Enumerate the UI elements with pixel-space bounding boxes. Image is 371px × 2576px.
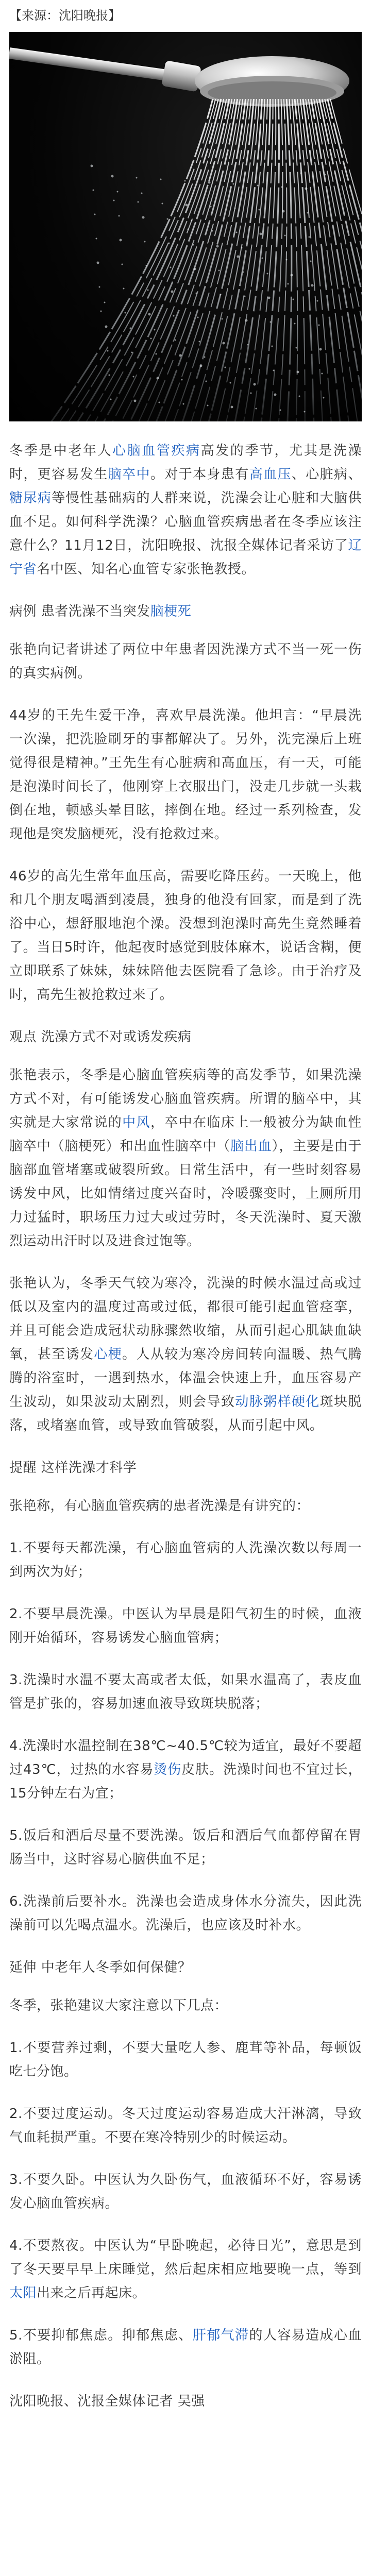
keyword-link[interactable]: 糖尿病 — [9, 490, 52, 506]
water-droplet — [183, 403, 184, 405]
water-stream — [52, 99, 213, 421]
water-droplet — [175, 340, 176, 341]
water-droplet — [267, 273, 268, 275]
water-stream — [303, 99, 340, 421]
water-droplet — [171, 291, 174, 293]
water-stream — [226, 99, 267, 421]
keyword-link[interactable]: 脑梗死 — [150, 604, 192, 619]
water-droplet — [184, 180, 186, 182]
water-droplet — [107, 350, 109, 352]
water-droplet — [325, 174, 326, 176]
water-droplet — [223, 342, 225, 345]
paragraph-text: 斑块脱落，或堵塞血管，或导致血管破裂，从而引起中风。 — [9, 1394, 362, 1433]
water-droplet — [305, 188, 308, 190]
paragraph-text: 观点 洗澡方式不对或诱发疾病 — [9, 1029, 192, 1045]
paragraph-text: 皮肤。洗澡时间也不宜过长，15分钟左右为宜； — [9, 1762, 362, 1801]
water-droplet — [146, 265, 147, 267]
water-droplet — [244, 296, 246, 297]
keyword-link[interactable]: 肝郁气滞 — [192, 2328, 249, 2343]
water-droplet — [194, 268, 196, 270]
water-droplet — [141, 193, 143, 194]
paragraph-text: 张艳向记者讲述了两位中年患者因洗澡方式不当一死一伤的真实病例。 — [9, 642, 362, 681]
water-droplet — [293, 299, 294, 300]
paragraph-text: 3.洗澡时水温不要太高或者太低，如果水温高了，表皮血管是扩张的，容易加速血液导致斑块脱落； — [9, 1672, 362, 1711]
article-paragraph — [9, 1734, 362, 1805]
water-droplet — [196, 293, 197, 294]
water-droplet — [123, 288, 125, 290]
water-droplet — [216, 245, 219, 248]
water-droplet — [181, 379, 183, 381]
water-stream — [165, 99, 248, 421]
water-droplet — [197, 317, 199, 318]
paragraph-text: 的人容易造成心血淤阻。 — [9, 2328, 362, 2367]
water-droplet — [210, 206, 212, 208]
paragraph-text: 延伸 中老年人冬季如何保健？ — [9, 1960, 192, 1975]
water-droplet — [122, 264, 123, 265]
water-droplet — [262, 258, 263, 259]
water-droplet — [260, 233, 262, 235]
keyword-link[interactable]: 脑卒中 — [108, 467, 150, 482]
article-paragraph — [9, 1994, 362, 2018]
water-droplet — [250, 393, 252, 394]
water-droplet — [270, 321, 272, 323]
water-droplet — [167, 218, 168, 220]
water-droplet — [110, 399, 112, 400]
paragraph-text: 5.饭后和酒后尽量不要洗澡。饭后和酒后气血都停留在胃肠当中，这时容易心脑供血不足； — [9, 1828, 362, 1867]
paragraph-text: 6.洗澡前后要补水。洗澡也会造成身体水分流失，因此洗澡前可以先喝点温水。洗澡后，也应该及时补水。 — [9, 1894, 362, 1933]
paragraph-text: 名中医、知名心血管专家张艳教授。 — [37, 562, 256, 577]
section-heading — [9, 1456, 362, 1480]
water-droplet — [309, 236, 310, 238]
water-droplet — [284, 235, 286, 236]
water-droplet — [125, 312, 126, 314]
article-paragraph — [9, 439, 362, 581]
water-stream — [130, 99, 238, 421]
water-droplet — [150, 338, 152, 340]
keyword-link[interactable]: 烫伤 — [154, 1762, 182, 1777]
article-paragraph — [9, 2102, 362, 2149]
water-droplet — [249, 368, 250, 370]
water-droplet — [147, 290, 149, 291]
water-droplet — [191, 220, 193, 222]
keyword-link[interactable]: 辽宁省 — [9, 538, 362, 577]
water-droplet — [318, 325, 320, 326]
article-body — [9, 439, 362, 2432]
water-droplet — [113, 200, 115, 201]
water-droplet — [304, 411, 306, 413]
article-paragraph — [9, 1602, 362, 1650]
water-droplet — [170, 267, 172, 268]
water-droplet — [207, 405, 209, 406]
water-droplet — [109, 375, 110, 376]
article-paragraph — [9, 1668, 362, 1716]
paragraph-text: 2.不要过度运动。冬天过度运动容易造成大汗淋漓，导致气血耗损严重。不要在寒冷特别少的时候运动。 — [9, 2106, 362, 2145]
water-droplet — [234, 208, 236, 209]
shower-head-image — [9, 32, 362, 421]
water-droplet — [256, 408, 257, 410]
paragraph-text: 2.不要早晨洗澡。中医认为早晨是阳气初生的时候，血液刚开始循环，容易诱发心脑血管病； — [9, 1606, 362, 1646]
water-droplet — [199, 341, 200, 343]
water-droplet — [154, 329, 156, 331]
keyword-link[interactable]: 脑出血 — [230, 1139, 272, 1154]
paragraph-text: 出来之后再起床。 — [37, 2285, 146, 2301]
water-droplet — [200, 365, 203, 367]
paragraph-text: ），主要是由于脑部血管堵塞或破裂所致。日常生活中，有一些时刻容易诱发中风，比如情绪过度兴奋时，冷暖骤变时，上厕所用力过猛时，职场压力过大或过劳时，冬天洗澡时、夏天激烈运动出汗时以及进食过饱等。 — [9, 1139, 362, 1249]
water-droplet — [268, 297, 271, 299]
water-droplet — [130, 328, 131, 329]
paragraph-text: 。人从较为寒冷房间转向温暖、热气腾腾的浴室时，一遇到热水，体温会快速上升，血压容易产生波动，如果波动太剧烈，则会导致 — [9, 1347, 362, 1410]
water-droplet — [288, 283, 289, 285]
water-stream — [191, 99, 256, 421]
water-droplet — [156, 353, 157, 355]
water-droplet — [162, 203, 163, 205]
paragraph-text: 沈阳晚报、沈报全媒体记者 吴强 — [9, 2394, 205, 2409]
paragraph-text: 张艳表示，冬季是心脑血管疾病等的高发季节，如果洗澡方式不对，有可能诱发心脑血管疾病。所谓的脑卒中，其实就是大家常说的 — [9, 1067, 362, 1130]
water-droplet — [319, 348, 322, 351]
water-droplet — [237, 256, 240, 258]
water-droplet — [310, 261, 312, 262]
water-droplet — [280, 410, 281, 411]
water-droplet — [272, 346, 273, 347]
article-paragraph — [9, 2234, 362, 2305]
water-droplet — [206, 381, 207, 382]
article-paragraph — [9, 1824, 362, 1871]
article-paragraph — [9, 1063, 362, 1253]
paragraph-text: 冬季是中老年人 — [9, 443, 113, 459]
water-droplet — [104, 302, 106, 303]
water-droplet — [317, 300, 318, 302]
water-droplet — [179, 354, 182, 357]
paragraph-text: 4.洗澡时水温控制在38℃~40.5℃较为适宜，最好不要超过43℃，过热的水容易 — [9, 1738, 362, 1777]
water-droplet — [131, 352, 133, 353]
paragraph-text: 3.不要久卧。中医认为久卧伤气，血液循环不好，容易诱发心脑血管疾病。 — [9, 2172, 362, 2211]
water-droplet — [281, 187, 283, 188]
water-droplet — [297, 371, 299, 374]
water-droplet — [111, 175, 114, 178]
water-droplet — [100, 311, 102, 312]
article-paragraph — [9, 2036, 362, 2083]
keyword-link[interactable]: 中风 — [122, 1115, 150, 1130]
water-droplet — [97, 262, 99, 264]
paragraph-text: 高发的季节，尤其是洗澡时，更容易发生 — [9, 443, 362, 482]
water-droplet — [138, 201, 139, 203]
water-droplet — [294, 323, 296, 325]
water-droplet — [257, 185, 259, 187]
water-droplet — [168, 243, 170, 244]
article-paragraph — [9, 1890, 362, 1937]
water-droplet — [311, 284, 314, 287]
paragraph-text: 等慢性基础病的人群来说，洗澡会让心脏和大脑供血不足。如何科学洗澡？心脑血管疾病患者在冬季应该注意什么？11月12日，沈阳晚报、沈报全媒体记者采访了 — [9, 490, 362, 553]
water-droplet — [185, 204, 188, 207]
paragraph-text: 。对于本身患有 — [150, 467, 249, 482]
water-droplet — [93, 190, 94, 191]
water-droplet — [157, 377, 159, 380]
water-droplet — [282, 210, 285, 213]
water-droplet — [91, 165, 93, 167]
article-paragraph — [9, 2324, 362, 2371]
article-paragraph — [9, 704, 362, 846]
water-stream — [279, 99, 287, 421]
article-paragraph — [9, 2168, 362, 2215]
water-droplet — [222, 318, 223, 320]
water-stream — [209, 99, 262, 421]
water-droplet — [322, 373, 323, 375]
keyword-link[interactable]: 动脉粥样硬化 — [235, 1394, 320, 1410]
water-droplet — [173, 315, 175, 317]
water-droplet — [204, 357, 206, 358]
water-droplet — [208, 181, 211, 184]
water-droplet — [119, 215, 120, 217]
article-paragraph — [9, 2389, 362, 2413]
paragraph-text: 张艳称，有心脑血管疾病的患者洗澡是有讲究的： — [9, 1498, 310, 1514]
water-droplet — [105, 326, 108, 328]
paragraph-text: 冬季，张艳建议大家注意以下几点： — [9, 1998, 228, 2013]
water-droplet — [241, 247, 243, 249]
section-heading — [9, 1956, 362, 1979]
shower-head-illustration — [9, 32, 362, 421]
water-droplet — [291, 274, 293, 277]
article-paragraph — [9, 1536, 362, 1584]
section-heading — [9, 600, 362, 623]
water-droplet — [307, 212, 309, 214]
water-droplet — [96, 238, 97, 240]
water-droplet — [273, 370, 275, 371]
water-droplet — [220, 294, 222, 296]
paragraph-text: 1.不要每天都洗澡，有心脑血管病的人洗澡次数以每周一到两次为好； — [9, 1540, 362, 1580]
water-stream — [200, 99, 259, 421]
water-droplet — [218, 270, 220, 272]
paragraph-text: 4.不要熬夜。中医认为“早卧晚起，必待日光”，意思是到了冬天要早早上床睡觉，然后起床相应地要晚一点，等到 — [9, 2238, 362, 2277]
keyword-link[interactable]: 心脑血管疾病 — [112, 443, 201, 459]
water-droplet — [296, 347, 297, 349]
water-droplet — [236, 232, 238, 233]
keyword-link[interactable]: 高血压 — [249, 467, 292, 482]
paragraph-text: 1.不要营养过剩，不要大量吃人参、鹿茸等补品，每顿饭吃七分饱。 — [9, 2040, 362, 2079]
paragraph-text: 病例 患者洗澡不当突发 — [9, 604, 150, 619]
water-droplet — [144, 241, 146, 243]
water-droplet — [286, 259, 288, 261]
water-droplet — [136, 177, 138, 179]
paragraph-text: ，卒中在临床上一般被分为缺血性脑卒中（脑梗死）和出血性脑卒中（ — [9, 1115, 362, 1154]
water-droplet — [247, 344, 249, 346]
paragraph-text: 46岁的高先生常年血压高，需要吃降压药。一天晚上，他和几个朋友喝酒到凌晨，独身的他没有回家，而是到了洗浴中心，想舒服地泡个澡。没想到泡澡时高先生竟然睡着了。当日5时许，他起夜时感觉到肢体麻木，说话含糊，便立即联系了妹妹，妹妹陪他去医院看了急诊。由于治疗及时，高先生被抢救过来了。 — [9, 869, 362, 1003]
water-droplet — [142, 216, 145, 219]
paragraph-text: 5.不要抑郁焦虑。抑郁焦虑、 — [9, 2328, 193, 2343]
section-heading — [9, 1025, 362, 1049]
water-droplet — [188, 229, 189, 230]
water-droplet — [243, 272, 244, 273]
water-droplet — [133, 376, 134, 378]
article-paragraph — [9, 865, 362, 1007]
water-droplet — [323, 397, 325, 399]
article-paragraph — [9, 638, 362, 685]
water-stream — [289, 99, 297, 421]
water-droplet — [159, 402, 160, 403]
water-droplet — [299, 396, 300, 397]
water-droplet — [300, 173, 302, 174]
water-droplet — [148, 313, 151, 316]
water-droplet — [254, 383, 256, 386]
keyword-link[interactable]: 心梗 — [94, 1347, 123, 1362]
water-droplet — [120, 239, 122, 242]
water-droplet — [94, 214, 96, 215]
water-stream — [325, 99, 362, 421]
water-droplet — [245, 319, 248, 322]
water-droplet — [274, 394, 277, 396]
water-droplet — [231, 406, 233, 409]
paragraph-text: 提醒 这样洗澡才科学 — [9, 1460, 137, 1476]
water-droplet — [117, 191, 119, 193]
paragraph-text: 44岁的王先生爱干净，喜欢早晨洗澡。他坦言：“早晨洗一次澡，把洗脸刷牙的事都解决了。另外，洗完澡后上班觉得很是精神。”王先生有心脏病和高血压，有一天，可能是泡澡时间长了，他刚穿上衣服出门，没走几步就一头栽倒在地，顿感头晕目眩，摔倒在地。经过一系列检查，发现他是突发脑梗死，没有抢救过来。 — [9, 708, 362, 842]
article-paragraph — [9, 1272, 362, 1437]
source-line: 【来源：沈阳晚报】 — [9, 8, 121, 23]
article-paragraph — [9, 1494, 362, 1518]
water-droplet — [230, 382, 231, 384]
water-droplet — [233, 183, 234, 185]
water-droplet — [193, 244, 194, 246]
water-stream — [286, 99, 292, 421]
water-droplet — [212, 230, 213, 232]
paragraph-text: 、心脏病、 — [291, 467, 362, 482]
water-droplet — [160, 179, 162, 180]
paragraph-text: 张艳认为，冬季天气较为寒冷，洗澡的时候水温过高或过低以及室内的温度过高或过低，都很可能引起血管痉挛，并且可能会造成冠状动脉骤然收缩，从而引起心肌缺血缺氧，甚至诱发 — [9, 1276, 362, 1362]
water-droplet — [134, 400, 137, 402]
water-droplet — [225, 367, 226, 368]
water-droplet — [99, 286, 100, 288]
water-droplet — [259, 209, 260, 211]
keyword-link[interactable]: 太阳 — [9, 2285, 37, 2301]
